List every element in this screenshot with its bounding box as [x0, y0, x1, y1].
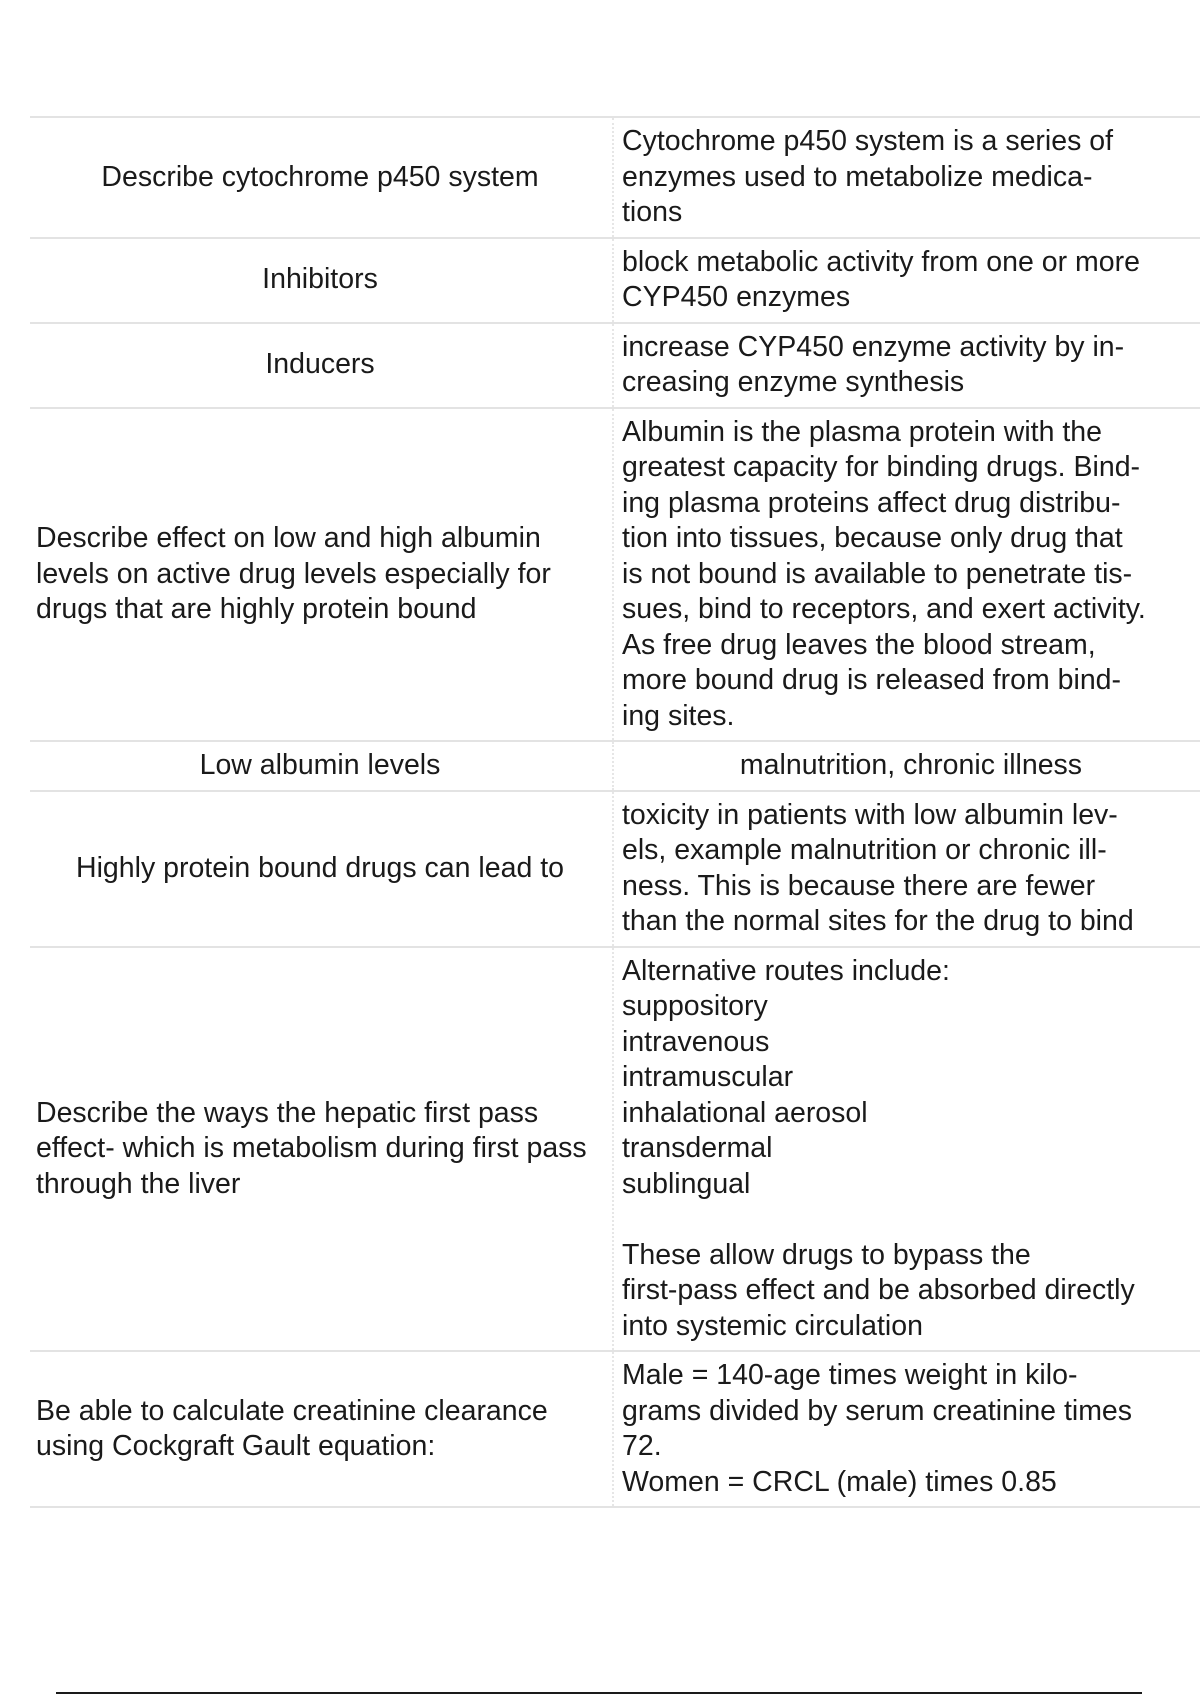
flashcard-row	[30, 1351, 1200, 1507]
definition-cell	[613, 238, 1200, 323]
term-cell: Describe effect on low and high albumin levels on active drug levels especially for drugs that are highly protein bound	[36, 522, 551, 625]
definition-line: 72.	[622, 1430, 662, 1462]
definition-cell	[613, 741, 1200, 791]
definition-line: intramuscular	[622, 1061, 794, 1093]
definition-line: ing plasma proteins affect drug distribu-	[622, 486, 1121, 519]
definition-line: sublingual	[622, 1167, 751, 1200]
definition-line: Alternative routes include:	[622, 954, 950, 987]
definition-cell	[613, 1351, 1200, 1507]
term-cell: Describe the ways the hepatic first pass effect- which is metabolism during first pass through the liver	[36, 1096, 587, 1200]
definition-line: enzymes used to metabolize medica-	[622, 160, 1093, 193]
term-cell: Inhibitors	[262, 263, 378, 296]
flashcard-table	[30, 116, 1200, 1508]
definition-blank-line	[622, 1202, 1200, 1238]
definition-cell	[613, 408, 1200, 742]
definition-line: than the normal sites for the drug to bind	[622, 905, 1134, 937]
definition-line: toxicity in patients with low albumin lev-	[622, 798, 1118, 831]
flashcard-row	[30, 741, 1200, 791]
definition-line: As free drug leaves the blood stream,	[622, 628, 1096, 661]
flashcard-rows	[30, 117, 1200, 1507]
definition-line: first-pass effect and be absorbed directly	[622, 1274, 1135, 1306]
flashcard-row	[30, 408, 1200, 742]
term-cell: Highly protein bound drugs can lead to	[76, 851, 564, 884]
definition-line: tion into tissues, because only drug that	[622, 522, 1123, 554]
definition-line: These allow drugs to bypass the	[622, 1238, 1031, 1271]
definition-cell	[613, 947, 1200, 1352]
definition-line: inhalational aerosol	[622, 1096, 868, 1129]
definition-line: Cytochrome p450 system is a series of	[622, 125, 1114, 157]
flashcard-row	[30, 323, 1200, 408]
term-cell: Describe cytochrome p450 system	[101, 160, 539, 193]
flashcard-row	[30, 117, 1200, 238]
definition-line: Male = 140-age times weight in kilo-	[622, 1359, 1078, 1391]
definition-line: malnutrition, chronic illness	[739, 749, 1083, 781]
definition-line: transdermal	[622, 1132, 773, 1164]
term-cell: Inducers	[265, 348, 375, 381]
definition-cell	[613, 117, 1200, 238]
definition-line: grams divided by serum creatinine times	[622, 1394, 1133, 1427]
definition-line: more bound drug is released from bind-	[622, 664, 1122, 696]
definition-line: creasing enzyme synthesis	[622, 366, 965, 398]
definition-line: block metabolic activity from one or more	[622, 245, 1140, 278]
definition-line: increase CYP450 enzyme activity by in-	[622, 330, 1125, 363]
flashcard-row	[30, 238, 1200, 323]
footer-divider	[56, 1692, 1142, 1694]
definition-line: sues, bind to receptors, and exert activity.	[622, 593, 1146, 625]
definition-line: ing sites.	[622, 699, 735, 732]
flashcard-row	[30, 791, 1200, 947]
definition-line: Women = CRCL (male) times 0.85	[622, 1465, 1057, 1498]
definition-line: greatest capacity for binding drugs. Bind-	[622, 451, 1141, 483]
definition-line: Albumin is the plasma protein with the	[622, 415, 1102, 448]
definition-line: els, example malnutrition or chronic ill-	[622, 834, 1107, 866]
definition-line: suppository	[622, 990, 768, 1022]
term-cell: Low albumin levels	[199, 749, 441, 781]
term-cell: Be able to calculate creatinine clearance using Cockgraft Gault equation:	[36, 1394, 548, 1462]
definition-line: intravenous	[622, 1025, 770, 1058]
flashcard-row	[30, 947, 1200, 1352]
definition-line: into systemic circulation	[622, 1309, 923, 1342]
definition-line: tions	[622, 196, 683, 228]
definition-line: ness. This is because there are fewer	[622, 869, 1096, 902]
definition-line: is not bound is available to penetrate tis-	[622, 557, 1133, 590]
definition-cell	[613, 323, 1200, 408]
definition-cell	[613, 791, 1200, 947]
definition-line: CYP450 enzymes	[622, 281, 851, 313]
